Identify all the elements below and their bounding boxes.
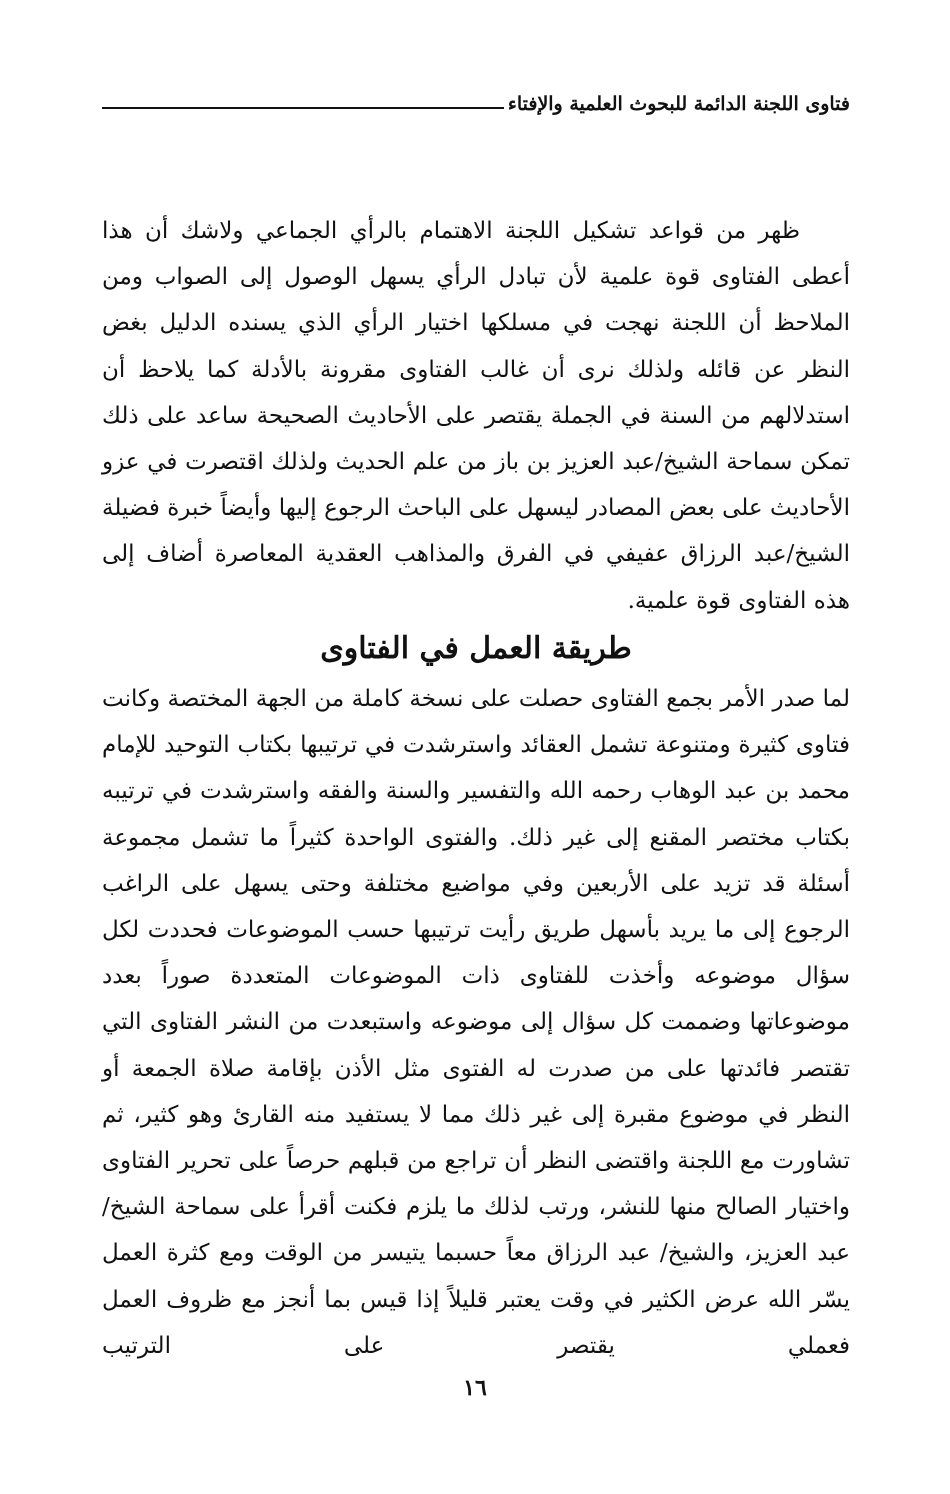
section-heading: طريقة العمل في الفتاوى xyxy=(320,631,632,666)
paragraph-committee-strength: ظهر من قواعد تشكيل اللجنة الاهتمام بالرأي الجماعي ولاشك أن هذا أعطى الفتاوى قوة علمية لأن تبادل الرأي يسهل الوصول إلى الصواب ومن الملاحظ أن اللجنة نهجت في مسلكها اختيار الرأي الذي يسنده الدليل بغض النظر عن قائله ولذلك نرى أن غالب الفتاوى مقرونة بالأدلة كما يلاحظ أن استدلالهم من السنة في الجملة يقتصر على الأحاديث الصحيحة ساعد على ذلك تمكن سماحة الشيخ/عبد العزيز بن باز من علم الحديث ولذلك اقتصرت في عزو الأحاديث على بعض المصادر ليسهل على الباحث الرجوع إليها وأيضاً خبرة فضيلة الشيخ/عبد الرزاق عفيفي في الفرق والمذاهب العقدية المعاصرة أضاف إلى هذه الفتاوى قوة علمية. xyxy=(102,218,850,614)
running-header xyxy=(102,84,850,124)
header-rule xyxy=(102,107,504,109)
page-number: ١٦ xyxy=(463,1375,487,1401)
paragraph-work-method: لما صدر الأمر بجمع الفتاوى حصلت على نسخة كاملة من الجهة المختصة وكانت فتاوى كثيرة ومتنوعة تشمل العقائد واسترشدت في ترتيبها بكتاب التوحيد للإمام محمد بن عبد الوهاب رحمه الله والتفسير والسنة والفقه واسترشدت في ترتيبه بكتاب مختصر المقنع إلى غير ذلك. والفتوى الواحدة كثيراً ما تشمل مجموعة أسئلة قد تزيد على الأربعين وفي مواضيع مختلفة وحتى يسهل على الراغب الرجوع إلى ما يريد بأسهل طريق رأيت ترتيبها حسب الموضوعات فحددت لكل سؤال موضوعه وأخذت للفتاوى ذات الموضوعات المتعددة صوراً بعدد موضوعاتها وضممت كل سؤال إلى موضوعه واستبعدت من النشر الفتاوى التي تقتصر فائدتها على من صدرت له الفتوى مثل الأذن بإقامة صلاة الجمعة أو النظر في موضوع مقبرة إلى غير ذلك مما لا يستفيد منه القارئ وهو كثير، ثم تشاورت مع اللجنة واقتضى النظر أن تراجع من قبلهم حرصاً على تحرير الفتاوى واختيار الصالح منها للنشر، ورتب لذلك ما يلزم فكنت أقرأ على سماحة الشيخ/عبد العزيز، والشيخ/ عبد الرزاق معاً حسبما يتيسر من الوقت ومع كثرة العمل يسّر الله عرض الكثير في وقت يعتبر قليلاً إذا قيس بما أنجز مع ظروف العمل فعملي يقتصر على الترتيب xyxy=(102,686,850,1359)
running-title: فتاوى اللجنة الدائمة للبحوث العلمية والإفتاء xyxy=(507,92,850,115)
